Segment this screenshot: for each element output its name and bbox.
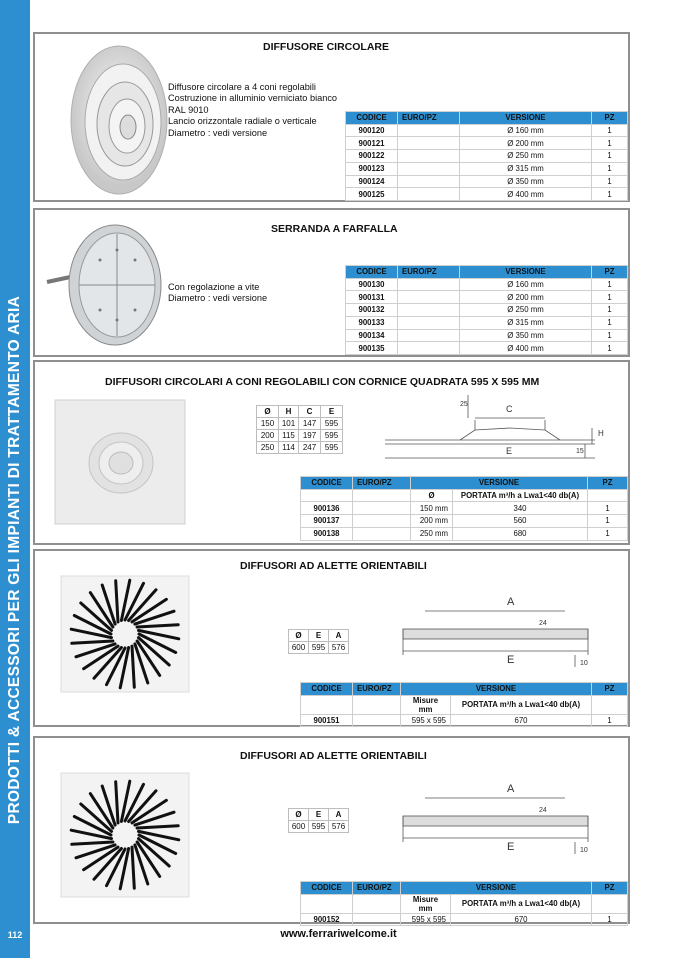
section-title: DIFFUSORI AD ALETTE ORIENTABILI	[240, 560, 427, 572]
product-table: CODICE EURO/PZ VERSIONE PZ 900130 Ø 160 mm 1 900131 Ø 200 mm 1 900132 Ø 250 mm 1 900133 Ø 315 mm 1 900134 Ø 350 mm 1 900135 Ø 400 mm 1	[345, 265, 628, 355]
table-row: 900133 Ø 315 mm 1	[346, 316, 628, 329]
section-alette-orientabili-2	[33, 736, 630, 924]
dimension-row: 150 101 147 595	[257, 418, 343, 430]
table-row: 900136 150 mm 340 1	[301, 502, 628, 515]
section-title: DIFFUSORI CIRCOLARI A CONI REGOLABILI CON CORNICE QUADRATA 595 X 595 MM	[105, 376, 540, 388]
table-row: 900125 Ø 400 mm 1	[346, 188, 628, 201]
dimension-table: Ø E A 600 595 576	[288, 808, 349, 833]
product-table: CODICE EURO/PZ VERSIONE PZ Misure mm PORTATA m³/h a Lwa1<40 db(A) 900152 595 x 595 670 1	[300, 881, 628, 926]
diffuser-round-photo	[39, 38, 169, 198]
table-row: 900120 Ø 160 mm 1	[346, 124, 628, 137]
drawing-label-24: 24	[539, 620, 547, 627]
section-alette-orientabili-1	[33, 549, 630, 727]
drawing-label-10: 10	[580, 660, 588, 667]
footer-url[interactable]: www.ferrariwelcome.it	[280, 928, 397, 940]
table-row: 900124 Ø 350 mm 1	[346, 175, 628, 188]
technical-drawing	[380, 390, 620, 470]
table-row: 900138 250 mm 680 1	[301, 527, 628, 540]
dimension-row: 600 595 576	[289, 642, 349, 654]
drawing-label-c: C	[506, 404, 513, 414]
damper-photo	[45, 220, 165, 350]
louvre-diffuser-photo	[60, 575, 190, 693]
product-table: CODICE EURO/PZ VERSIONE PZ Ø PORTATA m³/h a Lwa1<40 db(A) 900136 150 mm 340 1 900137 200 mm 560 1 900138 250 mm 680 1	[300, 476, 628, 541]
product-table: CODICE EURO/PZ VERSIONE PZ Misure mm PORTATA m³/h a Lwa1<40 db(A) 900151 595 x 595 670 1	[300, 682, 628, 727]
drawing-label-24: 24	[539, 807, 547, 814]
drawing-label-e: E	[507, 841, 515, 853]
technical-drawing	[395, 591, 595, 671]
table-row: 900152 595 x 595 670 1	[301, 913, 628, 926]
section-title: DIFFUSORI AD ALETTE ORIENTABILI	[240, 750, 427, 762]
sidebar-title	[0, 0, 30, 958]
drawing-label-h: H	[598, 429, 604, 438]
drawing-label-e: E	[506, 446, 513, 456]
drawing-label-15: 15	[576, 448, 584, 455]
drawing-label-a: A	[507, 596, 515, 608]
table-row: 900137 200 mm 560 1	[301, 515, 628, 528]
drawing-label-a: A	[507, 783, 515, 795]
table-row: 900121 Ø 200 mm 1	[346, 137, 628, 150]
louvre-diffuser-photo	[60, 772, 190, 898]
drawing-label-10: 10	[580, 847, 588, 854]
square-diffuser-photo	[53, 398, 188, 526]
page-number: 112	[7, 930, 23, 940]
dimension-table: Ø H C E 150 101 147 595 200 115 197 595 250 114 247 595	[256, 405, 343, 454]
dimension-row: 250 114 247 595	[257, 442, 343, 454]
section-title: SERRANDA A FARFALLA	[271, 223, 398, 235]
technical-drawing	[395, 778, 595, 858]
dimension-table: Ø E A 600 595 576	[288, 629, 349, 654]
table-row: 900132 Ø 250 mm 1	[346, 304, 628, 317]
table-row: 900123 Ø 315 mm 1	[346, 162, 628, 175]
section-coni-regolabili	[33, 360, 630, 545]
sidebar-title-text: PRODOTTI & ACCESSORI PER GLI IMPIANTI DI TRATTAMENTO ARIA	[6, 295, 23, 825]
product-description: Con regolazione a vite Diametro : vedi versione	[168, 282, 268, 304]
product-table: CODICE EURO/PZ VERSIONE PZ 900120 Ø 160 mm 1 900121 Ø 200 mm 1 900122 Ø 250 mm 1 900123 Ø 315 mm 1 900124 Ø 350 mm 1 900125 Ø 400 mm 1	[345, 111, 628, 201]
table-row: 900131 Ø 200 mm 1	[346, 291, 628, 304]
table-row: 900134 Ø 350 mm 1	[346, 329, 628, 342]
table-row: 900151 595 x 595 670 1	[301, 714, 628, 727]
table-row: 900122 Ø 250 mm 1	[346, 150, 628, 163]
drawing-label-e: E	[507, 654, 515, 666]
section-title: DIFFUSORE CIRCOLARE	[263, 41, 389, 53]
section-serranda-farfalla	[33, 208, 630, 357]
product-description: Diffusore circolare a 4 coni regolabili Costruzione in alluminio verniciato bianco RAL 9010 Lancio orizzontale radiale o verticale Diametro : vedi versione	[168, 82, 338, 138]
table-row: 900130 Ø 160 mm 1	[346, 278, 628, 291]
section-diffusore-circolare	[33, 32, 630, 202]
drawing-label-25: 25	[460, 401, 468, 408]
table-row: 900135 Ø 400 mm 1	[346, 342, 628, 355]
dimension-row: 600 595 576	[289, 821, 349, 833]
dimension-row: 200 115 197 595	[257, 430, 343, 442]
